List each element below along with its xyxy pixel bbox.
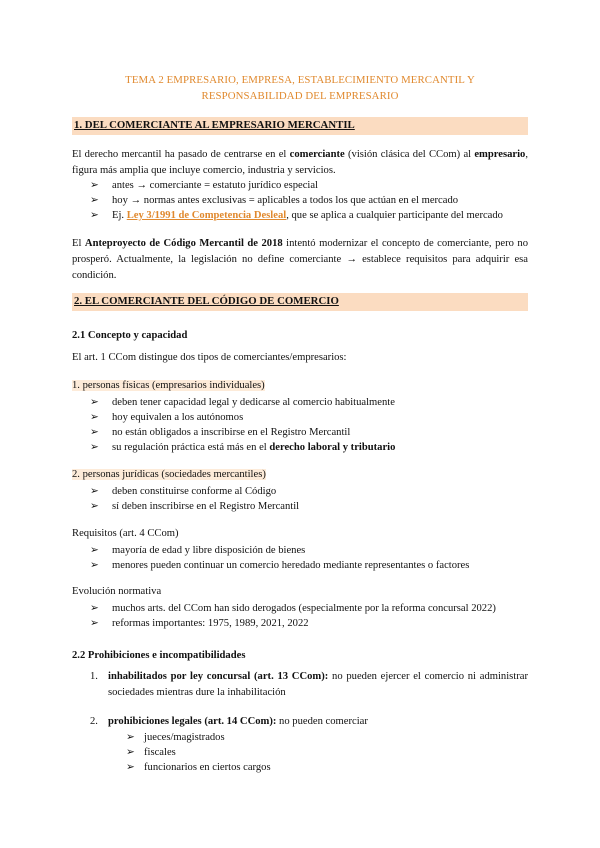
section1-heading-band <box>72 117 528 135</box>
document-title-line1: TEMA 2 EMPRESARIO, EMPRESA, ESTABLECIMIENTO MERCANTIL Y <box>125 74 475 86</box>
p1-text-e: , figura más amplia que incluye comercio, industria y servicios. <box>72 149 529 176</box>
arrow-bullet-icon: ➢ <box>126 732 135 743</box>
arrow-bullet-icon: ➢ <box>126 762 135 773</box>
section1-paragraph2: El Anteproyecto de Código Mercantil de 2018 intentó modernizar el concepto de comerciante, pero no prosperó. Actualmente, la legislación no define comerciante → establece requisitos para adquirir esa condición. <box>72 238 528 281</box>
arrow-bullet-icon: ➢ <box>90 486 99 497</box>
arrow-bullet-icon: ➢ <box>90 618 99 629</box>
list-item: ➢ hoy → normas antes exclusivas = aplicables a todos los que actúan en el mercado <box>90 195 459 206</box>
arrow-bullet-icon: ➢ <box>90 180 99 191</box>
section1-paragraph1 <box>72 147 528 179</box>
arrow-bullet-icon: ➢ <box>90 560 99 571</box>
list-item: ➢ mayoría de edad y libre disposición de bienes <box>90 545 306 556</box>
list-item: ➢ hoy equivalen a los autónomos <box>90 412 244 423</box>
list-item: ➢ funcionarios en ciertos cargos <box>126 762 271 773</box>
arrow-bullet-icon: ➢ <box>90 545 99 556</box>
section2-intro: El art. 1 CCom distingue dos tipos de comerciantes/empresarios: <box>72 352 347 363</box>
document-title-line2: RESPONSABILIDAD DEL EMPRESARIO <box>201 90 399 102</box>
arrow-bullet-icon: ➢ <box>90 442 99 453</box>
arrow-bullet-icon: ➢ <box>90 501 99 512</box>
list-item: ➢ no están obligados a inscribirse en el Registro Mercantil <box>90 427 351 438</box>
evolucion-title: Evolución normativa <box>72 586 162 597</box>
requisitos-title: Requisitos (art. 4 CCom) <box>72 528 179 539</box>
list-item: ➢ reformas importantes: 1975, 1989, 2021, 2022 <box>90 618 309 629</box>
section2-heading-band <box>72 293 528 311</box>
list-item: ➢ muchos arts. del CCom han sido derogados (especialmente por la reforma concursal 2022) <box>90 603 496 614</box>
numbered-item-2-number: 2. <box>90 716 98 727</box>
p2-bold-anteproyecto: Anteproyecto de Código Mercantil de 2018 <box>84 238 283 249</box>
list-item: ➢ menores pueden continuar un comercio heredado mediante representantes o factores <box>90 560 470 571</box>
arrow-bullet-icon: ➢ <box>90 603 99 614</box>
p1-bold-empresario: empresario <box>474 149 526 160</box>
list-item: ➢ deben tener capacidad legal y dedicarse al comercio habitualmente <box>90 397 395 408</box>
subsection-2-2-title: 2.2 Prohibiciones e incompatibilidades <box>72 650 246 661</box>
arrow-bullet-icon: ➢ <box>126 747 135 758</box>
p1-bold-comerciante: comerciante <box>289 149 345 160</box>
arrow-bullet-icon: ➢ <box>90 210 99 221</box>
list-item: ➢ jueces/magistrados <box>126 732 225 743</box>
arrow-bullet-icon: ➢ <box>90 427 99 438</box>
arrow-bullet-icon: ➢ <box>90 412 99 423</box>
section1-heading: 1. DEL COMERCIANTE AL EMPRESARIO MERCANTIL <box>74 119 355 131</box>
list-item: ➢ Ej. Ley 3/1991 de Competencia Desleal, que se aplica a cualquier participante del mercado <box>90 210 503 221</box>
numbered-item-1: inhabilitados por ley concursal (art. 13 CCom): no pueden ejercer el comercio ni administrar sociedades mientras dure la inhabilitación <box>108 671 528 698</box>
list-item: ➢ antes → comerciante = estatuto jurídico especial <box>90 180 318 191</box>
law-link[interactable]: Ley 3/1991 de Competencia Desleal <box>126 210 287 221</box>
group2-title: 2. personas jurídicas (sociedades mercantiles) <box>72 469 266 480</box>
list-item: ➢ sí deben inscribirse en el Registro Mercantil <box>90 501 300 512</box>
numbered-item-1-number: 1. <box>90 671 98 682</box>
arrow-bullet-icon: ➢ <box>90 397 99 408</box>
list-item: ➢ fiscales <box>126 747 176 758</box>
section2-heading: 2. EL COMERCIANTE DEL CÓDIGO DE COMERCIO <box>74 295 339 307</box>
group1-title: 1. personas físicas (empresarios individuales) <box>72 380 265 391</box>
subsection-2-1-title: 2.1 Concepto y capacidad <box>72 330 188 341</box>
list-item: ➢ deben constituirse conforme al Código <box>90 486 277 497</box>
list-item: ➢ su regulación práctica está más en el derecho laboral y tributario <box>90 442 396 453</box>
p1-text-a: El derecho mercantil ha pasado de centrarse en el <box>72 149 290 160</box>
p1-text-c: (visión clásica del CCom) al <box>344 149 475 160</box>
arrow-bullet-icon: ➢ <box>90 195 99 206</box>
numbered-item-2: prohibiciones legales (art. 14 CCom): no pueden comerciar <box>108 716 368 727</box>
